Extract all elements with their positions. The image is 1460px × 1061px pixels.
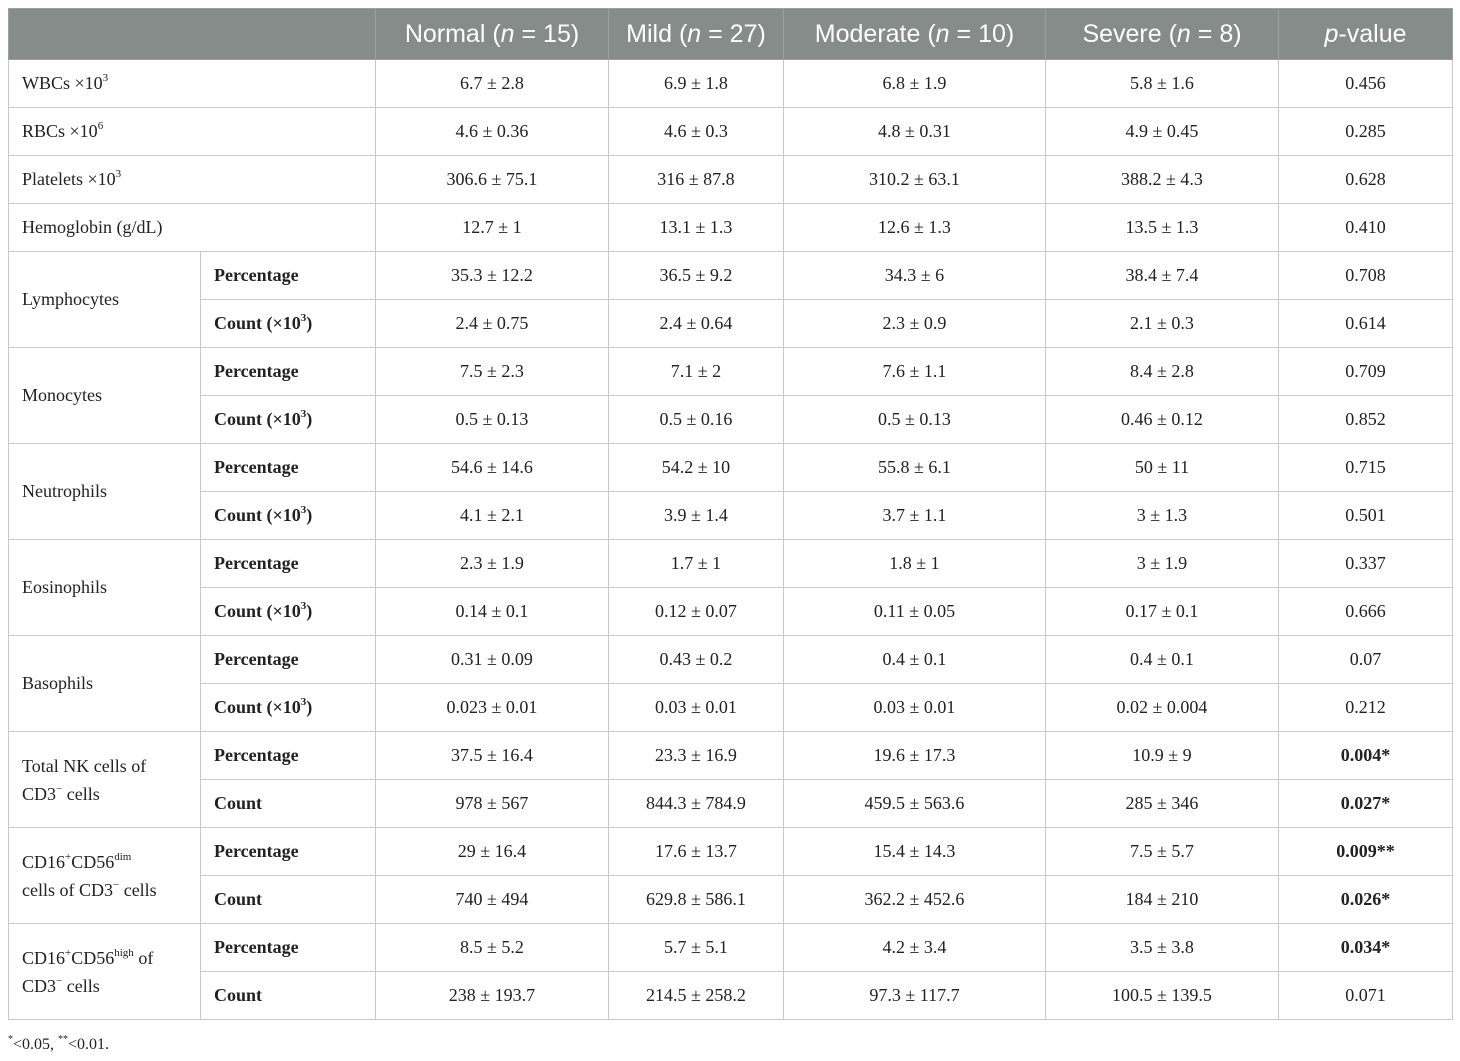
cell-severe: 3 ± 1.3 [1046,492,1279,540]
table-row [9,780,1453,828]
cell-severe: 4.9 ± 0.45 [1046,108,1279,156]
cell-normal: 740 ± 494 [376,876,609,924]
cell-mild: 54.2 ± 10 [609,444,784,492]
cell-moderate: 97.3 ± 117.7 [784,972,1046,1020]
sub-label: Count [201,780,376,828]
sub-label: Count [201,972,376,1020]
cell-moderate: 4.2 ± 3.4 [784,924,1046,972]
cell-mild: 4.6 ± 0.3 [609,108,784,156]
cell-moderate: 0.03 ± 0.01 [784,684,1046,732]
table-row [9,588,1453,636]
table-row [9,444,1453,492]
table-row [9,924,1453,972]
sub-label: Count $(\times 10^3)$ [201,300,376,348]
cell-normal: 12.7 ± 1 [376,204,609,252]
cell-pvalue: 0.009** [1279,828,1453,876]
cell-pvalue: 0.628 [1279,156,1453,204]
sub-label: Count [201,876,376,924]
sub-label: Percentage [201,636,376,684]
sub-label: Count $(\times 10^3)$ [201,492,376,540]
cell-pvalue: 0.004* [1279,732,1453,780]
cell-pvalue: 0.027* [1279,780,1453,828]
sub-label: Percentage [201,828,376,876]
cell-moderate: 0.11 ± 0.05 [784,588,1046,636]
cell-moderate: 310.2 ± 63.1 [784,156,1046,204]
cell-severe: 3 ± 1.9 [1046,540,1279,588]
table-row [9,636,1453,684]
cell-mild: 36.5 ± 9.2 [609,252,784,300]
row-label: Hemoglobin (g/dL) [9,204,376,252]
cell-moderate: 15.4 ± 14.3 [784,828,1046,876]
sub-label: Count $(\times 10^3)$ [201,396,376,444]
cell-pvalue: 0.501 [1279,492,1453,540]
cell-pvalue: 0.285 [1279,108,1453,156]
header-pvalue: p-value [1279,9,1453,60]
cell-severe: 7.5 ± 5.7 [1046,828,1279,876]
group-label: Basophils [9,636,201,732]
cell-normal: 54.6 ± 14.6 [376,444,609,492]
row-label: Platelets $\times 10^3$ [9,156,376,204]
cell-mild: 5.7 ± 5.1 [609,924,784,972]
cell-pvalue: 0.410 [1279,204,1453,252]
cell-moderate: 1.8 ± 1 [784,540,1046,588]
table-row [9,108,1453,156]
cell-pvalue: 0.715 [1279,444,1453,492]
cell-severe: 100.5 ± 139.5 [1046,972,1279,1020]
cell-mild: 6.9 ± 1.8 [609,60,784,108]
cell-severe: 388.2 ± 4.3 [1046,156,1279,204]
cell-moderate: 19.6 ± 17.3 [784,732,1046,780]
sub-label: Percentage [201,540,376,588]
cell-moderate: 34.3 ± 6 [784,252,1046,300]
table-row [9,300,1453,348]
cell-mild: 13.1 ± 1.3 [609,204,784,252]
cell-mild: 0.03 ± 0.01 [609,684,784,732]
cell-normal: 4.6 ± 0.36 [376,108,609,156]
cell-pvalue: 0.709 [1279,348,1453,396]
cell-moderate: 2.3 ± 0.9 [784,300,1046,348]
table-row [9,204,1453,252]
cell-mild: 23.3 ± 16.9 [609,732,784,780]
data-table [8,8,1453,1020]
header-row [9,9,1453,60]
cell-mild: 214.5 ± 258.2 [609,972,784,1020]
cell-normal: 978 ± 567 [376,780,609,828]
cell-mild: 316 ± 87.8 [609,156,784,204]
cell-mild: 0.5 ± 0.16 [609,396,784,444]
cell-normal: 2.4 ± 0.75 [376,300,609,348]
cell-pvalue: 0.456 [1279,60,1453,108]
table-row [9,540,1453,588]
header-normal: Normal (n = 15) [376,9,609,60]
header-moderate: Moderate (n = 10) [784,9,1046,60]
cell-normal: 29 ± 16.4 [376,828,609,876]
cell-mild: 629.8 ± 586.1 [609,876,784,924]
group-label: Eosinophils [9,540,201,636]
cell-pvalue: 0.026* [1279,876,1453,924]
table-row [9,156,1453,204]
table-row [9,60,1453,108]
cell-normal: 8.5 ± 5.2 [376,924,609,972]
group-label: $CD16^+CD56^{high}$ of CD3− cells [9,924,201,1020]
cell-moderate: 362.2 ± 452.6 [784,876,1046,924]
cell-normal: 37.5 ± 16.4 [376,732,609,780]
group-label: Monocytes [9,348,201,444]
cell-severe: 13.5 ± 1.3 [1046,204,1279,252]
cell-severe: 184 ± 210 [1046,876,1279,924]
cell-mild: 7.1 ± 2 [609,348,784,396]
cell-pvalue: 0.614 [1279,300,1453,348]
cell-severe: 5.8 ± 1.6 [1046,60,1279,108]
cell-severe: 2.1 ± 0.3 [1046,300,1279,348]
cell-mild: 17.6 ± 13.7 [609,828,784,876]
cell-moderate: 55.8 ± 6.1 [784,444,1046,492]
row-label: RBCs $\times 10^6$ [9,108,376,156]
cell-normal: 7.5 ± 2.3 [376,348,609,396]
header-severe: Severe (n = 8) [1046,9,1279,60]
cell-severe: 10.9 ± 9 [1046,732,1279,780]
cell-pvalue: 0.07 [1279,636,1453,684]
cell-pvalue: 0.337 [1279,540,1453,588]
cell-severe: 8.4 ± 2.8 [1046,348,1279,396]
table-row [9,348,1453,396]
cell-mild: 3.9 ± 1.4 [609,492,784,540]
table-row [9,972,1453,1020]
cell-normal: 0.31 ± 0.09 [376,636,609,684]
sub-label: Percentage [201,924,376,972]
group-label: Total NK cells of CD3− cells [9,732,201,828]
cell-pvalue: 0.212 [1279,684,1453,732]
header-blank [9,9,376,60]
table-row [9,732,1453,780]
cell-severe: 0.02 ± 0.004 [1046,684,1279,732]
sub-label: Percentage [201,444,376,492]
cell-moderate: 6.8 ± 1.9 [784,60,1046,108]
row-label: WBCs $\times 10^3$ [9,60,376,108]
cell-pvalue: 0.708 [1279,252,1453,300]
group-label: Lymphocytes [9,252,201,348]
cell-moderate: 4.8 ± 0.31 [784,108,1046,156]
cell-pvalue: 0.852 [1279,396,1453,444]
table-row [9,684,1453,732]
cell-moderate: 7.6 ± 1.1 [784,348,1046,396]
cell-normal: 238 ± 193.7 [376,972,609,1020]
cell-moderate: 459.5 ± 563.6 [784,780,1046,828]
cell-normal: 2.3 ± 1.9 [376,540,609,588]
cell-severe: 0.4 ± 0.1 [1046,636,1279,684]
cell-normal: 35.3 ± 12.2 [376,252,609,300]
cell-severe: 0.46 ± 0.12 [1046,396,1279,444]
cell-pvalue: 0.666 [1279,588,1453,636]
cell-mild: 2.4 ± 0.64 [609,300,784,348]
cell-pvalue: 0.071 [1279,972,1453,1020]
table-row [9,876,1453,924]
cell-mild: 844.3 ± 784.9 [609,780,784,828]
table-row [9,828,1453,876]
cell-normal: 4.1 ± 2.1 [376,492,609,540]
table-footnote: *<0.05, **<0.01. [8,1033,110,1053]
table-row [9,252,1453,300]
sub-label: Percentage [201,732,376,780]
cell-moderate: 0.5 ± 0.13 [784,396,1046,444]
cell-pvalue: 0.034* [1279,924,1453,972]
cell-normal: 306.6 ± 75.1 [376,156,609,204]
cell-normal: 0.14 ± 0.1 [376,588,609,636]
cell-normal: 0.5 ± 0.13 [376,396,609,444]
cell-severe: 3.5 ± 3.8 [1046,924,1279,972]
cell-severe: 38.4 ± 7.4 [1046,252,1279,300]
sub-label: Count $(\times 10^3)$ [201,684,376,732]
cell-severe: 285 ± 346 [1046,780,1279,828]
cell-normal: 6.7 ± 2.8 [376,60,609,108]
cell-mild: 0.43 ± 0.2 [609,636,784,684]
cell-severe: 0.17 ± 0.1 [1046,588,1279,636]
cell-moderate: 3.7 ± 1.1 [784,492,1046,540]
cell-severe: 50 ± 11 [1046,444,1279,492]
group-label: $CD16^+CD56^{dim}$ cells of CD3− cells [9,828,201,924]
sub-label: Count $(\times 10^3)$ [201,588,376,636]
header-mild: Mild (n = 27) [609,9,784,60]
cell-mild: 0.12 ± 0.07 [609,588,784,636]
group-label: Neutrophils [9,444,201,540]
table-row [9,396,1453,444]
cell-normal: 0.023 ± 0.01 [376,684,609,732]
sub-label: Percentage [201,252,376,300]
cell-mild: 1.7 ± 1 [609,540,784,588]
cell-moderate: 0.4 ± 0.1 [784,636,1046,684]
sub-label: Percentage [201,348,376,396]
table-row [9,492,1453,540]
cell-moderate: 12.6 ± 1.3 [784,204,1046,252]
